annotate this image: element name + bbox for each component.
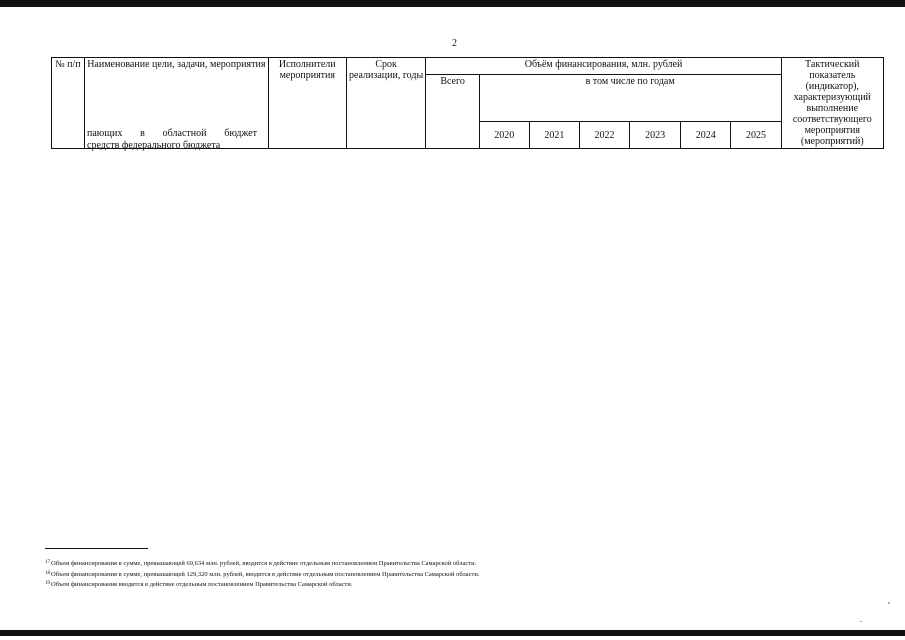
header-financing: Объём финансирования, млн. рублей	[426, 58, 781, 75]
header-num: № п/п	[52, 58, 85, 149]
header-total: Всего	[426, 75, 479, 149]
footnote-text: Объем финансирования в сумме, превышающей 129,320 млн. рублей, вводится в действие отдельным постановлением Правительства Самарской области.	[51, 570, 480, 578]
continued-row-text	[87, 128, 257, 152]
header-executors: Исполнители мероприятия	[268, 58, 346, 149]
year-cell: 2023	[630, 122, 681, 149]
year-cell: 2020	[479, 122, 529, 149]
year-cell: 2024	[681, 122, 731, 149]
footnote-text: Объем финансирования вводится в действие отдельным постановлением Правительства Самарской области.	[51, 581, 353, 588]
word: областной	[162, 128, 207, 139]
top-border	[0, 0, 905, 7]
footnote-number: 17	[45, 560, 50, 565]
header-name: Наименование цели, задачи, мероприятия	[84, 58, 268, 149]
footnote-number: 19	[45, 581, 50, 586]
page-number: 2	[452, 38, 457, 49]
footnote-text: Объем финансирования в сумме, превышающей 69,634 млн. рублей, вводится в действие отдельным постановлением Правительства Самарской области.	[51, 560, 477, 567]
word: пающих	[87, 128, 123, 139]
scan-mark: .	[860, 615, 862, 624]
year-cell: 2022	[579, 122, 629, 149]
header-term: Срок реализации, годы	[346, 58, 426, 149]
bottom-border	[0, 630, 905, 636]
footnote-separator	[45, 548, 148, 549]
footnote	[45, 558, 479, 569]
year-cell: 2025	[731, 122, 781, 149]
footnote-number: 18	[45, 570, 50, 576]
header-by-years: в том числе по годам	[479, 75, 781, 122]
header-indicator: Тактический показатель (индикатор), характеризующий выполнение соответствующего мероприятия (мероприятий)	[781, 58, 883, 149]
scan-mark: ,	[888, 596, 890, 605]
word: бюджет	[224, 128, 257, 139]
continued-line-1	[87, 128, 257, 140]
continued-line-2: средств федерального бюджета	[87, 140, 221, 151]
footnotes	[45, 558, 479, 590]
word: в	[140, 128, 145, 139]
footnote	[45, 569, 479, 580]
footnote	[45, 579, 479, 590]
year-cell: 2021	[529, 122, 579, 149]
